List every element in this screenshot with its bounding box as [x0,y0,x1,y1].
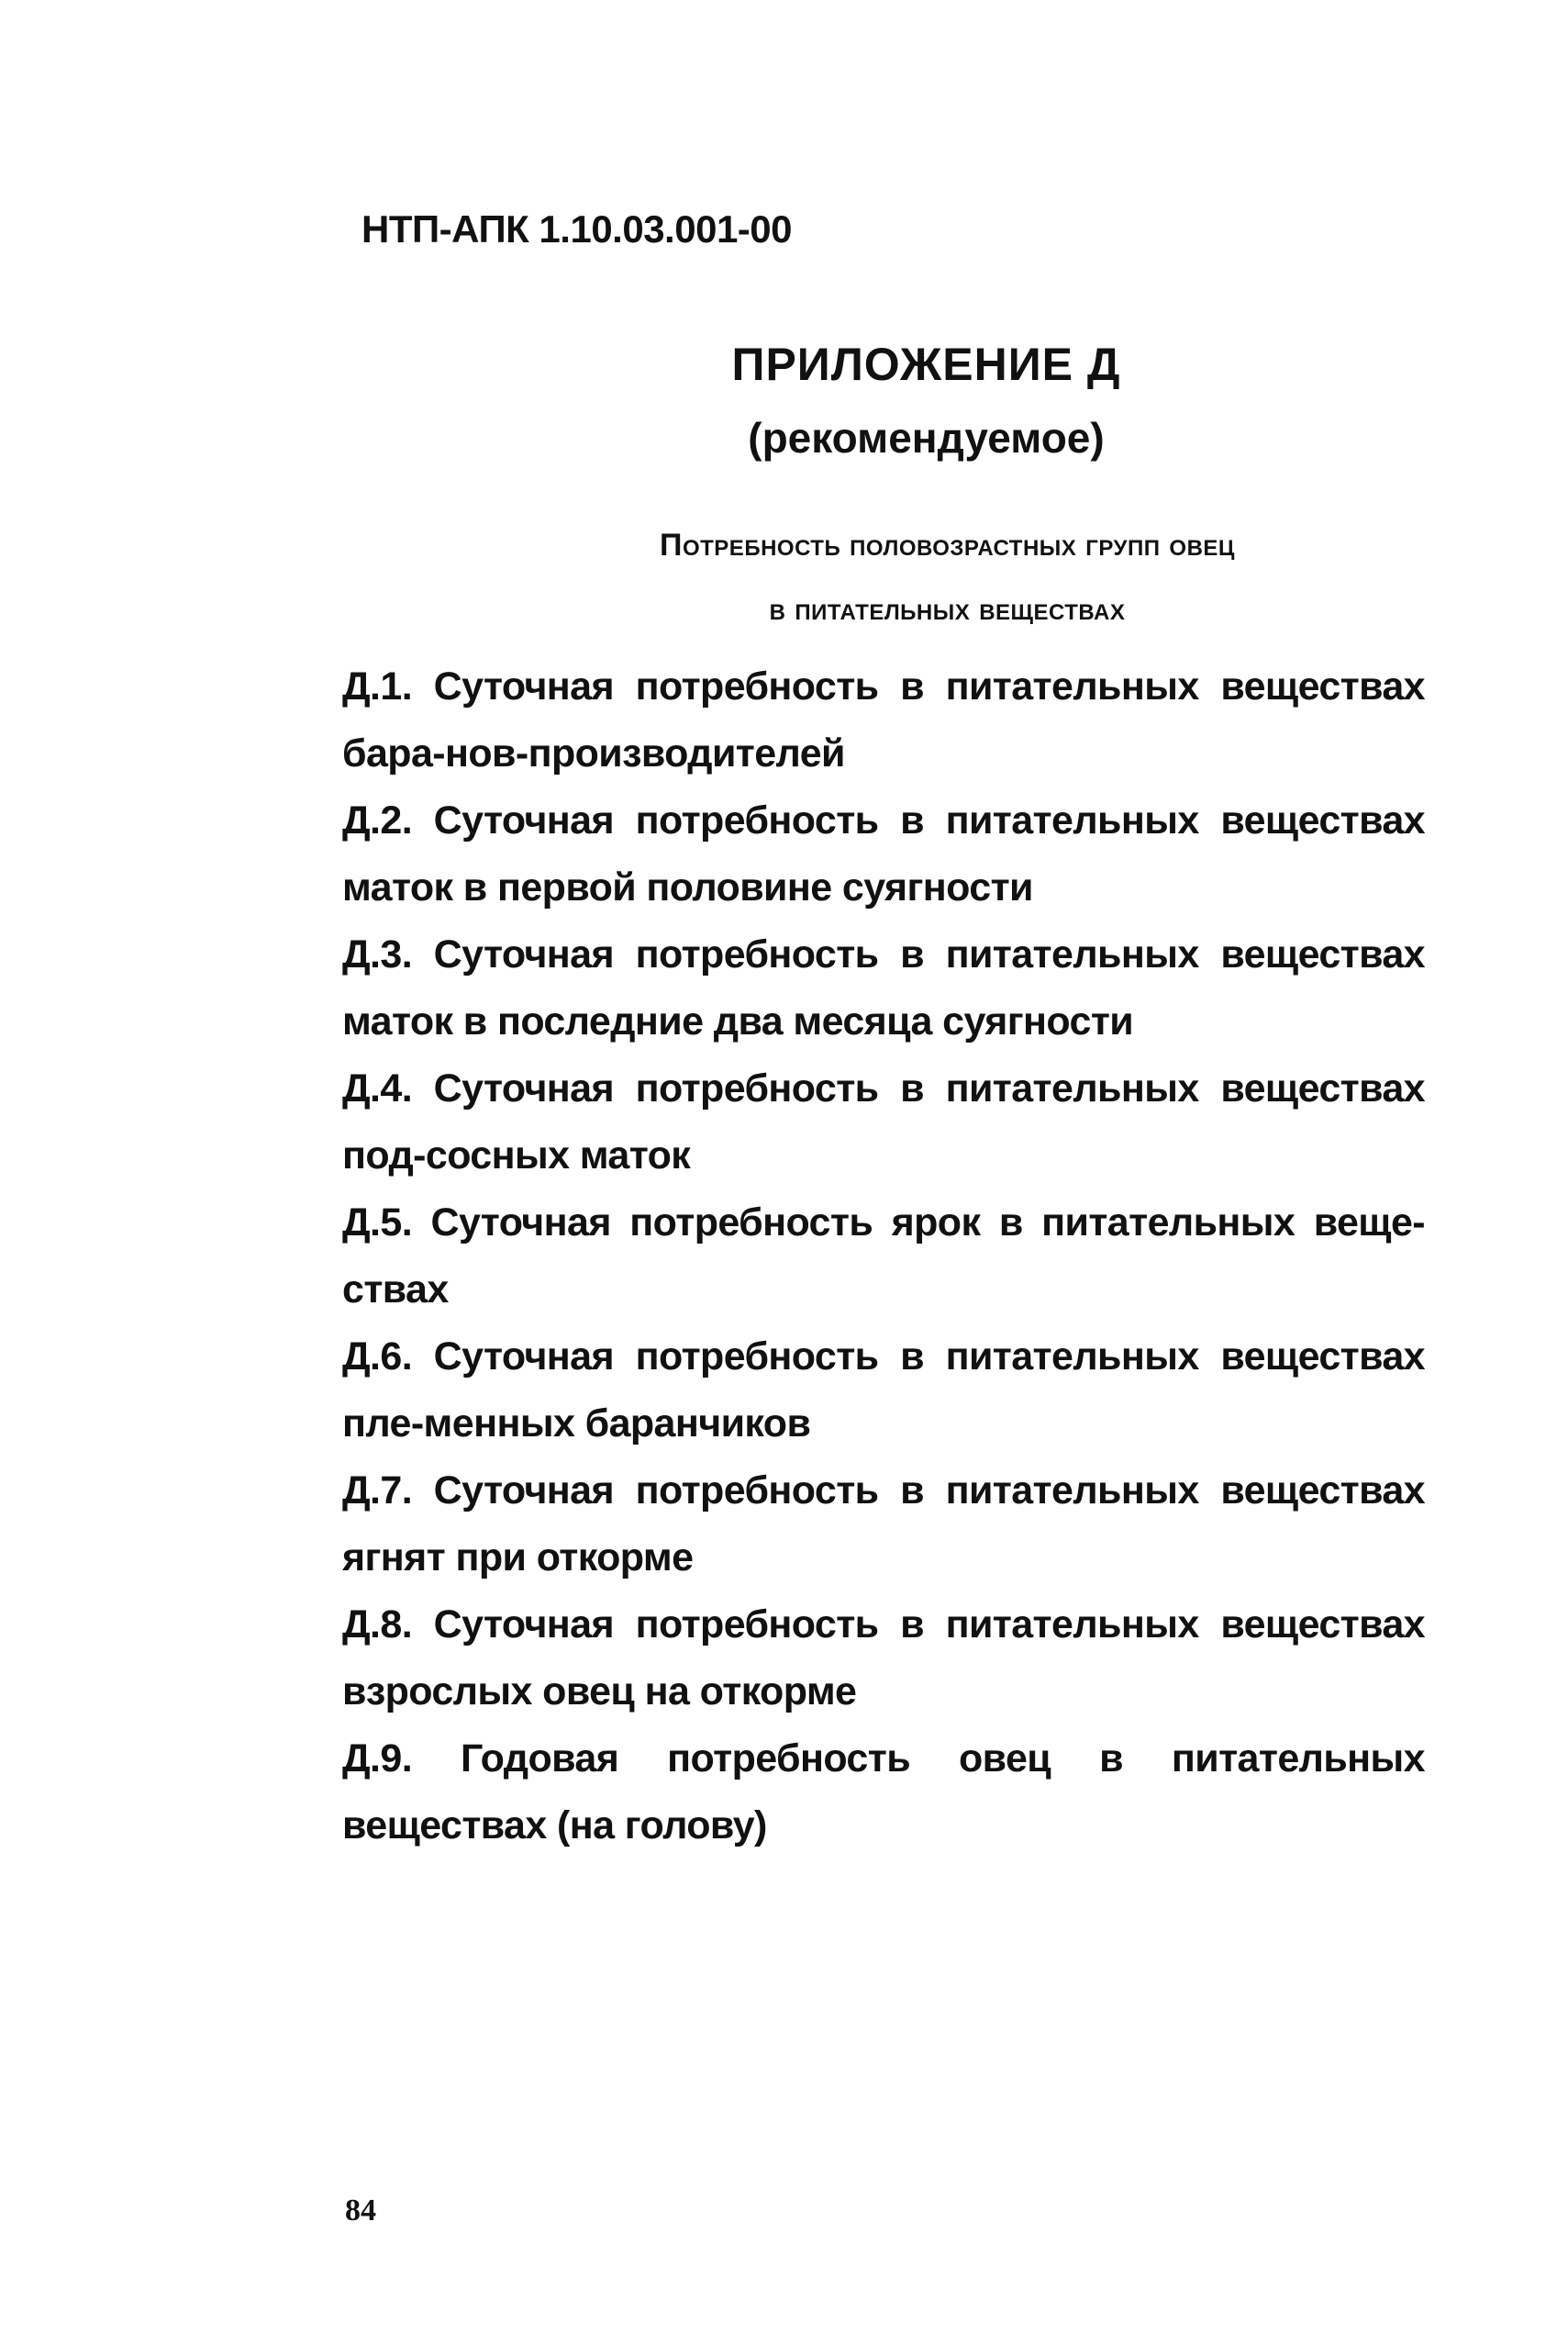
document-code: НТП-АПК 1.10.03.001-00 [361,207,793,251]
contents-item-d4: Д.4. Суточная потребность в питательных веществах под-сосных маток [342,1066,1425,1178]
contents-item-d1: Д.1. Суточная потребность в питательных веществах бара-нов-производителей [342,664,1425,776]
appendix-contents-list [342,653,1425,1859]
contents-item-d5: Д.5. Суточная потребность ярок в питательных веще-ствах [342,1200,1425,1312]
contents-item-d6: Д.6. Суточная потребность в питательных веществах пле-менных баранчиков [342,1334,1425,1445]
contents-item-d8: Д.8. Суточная потребность в питательных веществах взрослых овец на откорме [342,1602,1425,1713]
contents-item-d7: Д.7. Суточная потребность в питательных веществах ягнят при откорме [342,1468,1425,1579]
section-heading-line-2: в питательных веществах [769,592,1126,627]
contents-item-d2: Д.2. Суточная потребность в питательных веществах маток в первой половине суягности [342,798,1425,910]
contents-item-d9: Д.9. Годовая потребность овец в питательных веществах (на голову) [342,1736,1425,1847]
appendix-status-note: (рекомендуемое) [748,414,1105,462]
page-number: 84 [345,2193,376,2227]
section-heading-line-1: Потребность половозрастных групп овец [660,528,1235,563]
contents-item-d3: Д.3. Суточная потребность в питательных веществах маток в последние два месяца суягности [342,932,1425,1044]
appendix-title: ПРИЛОЖЕНИЕ Д [731,339,1121,390]
